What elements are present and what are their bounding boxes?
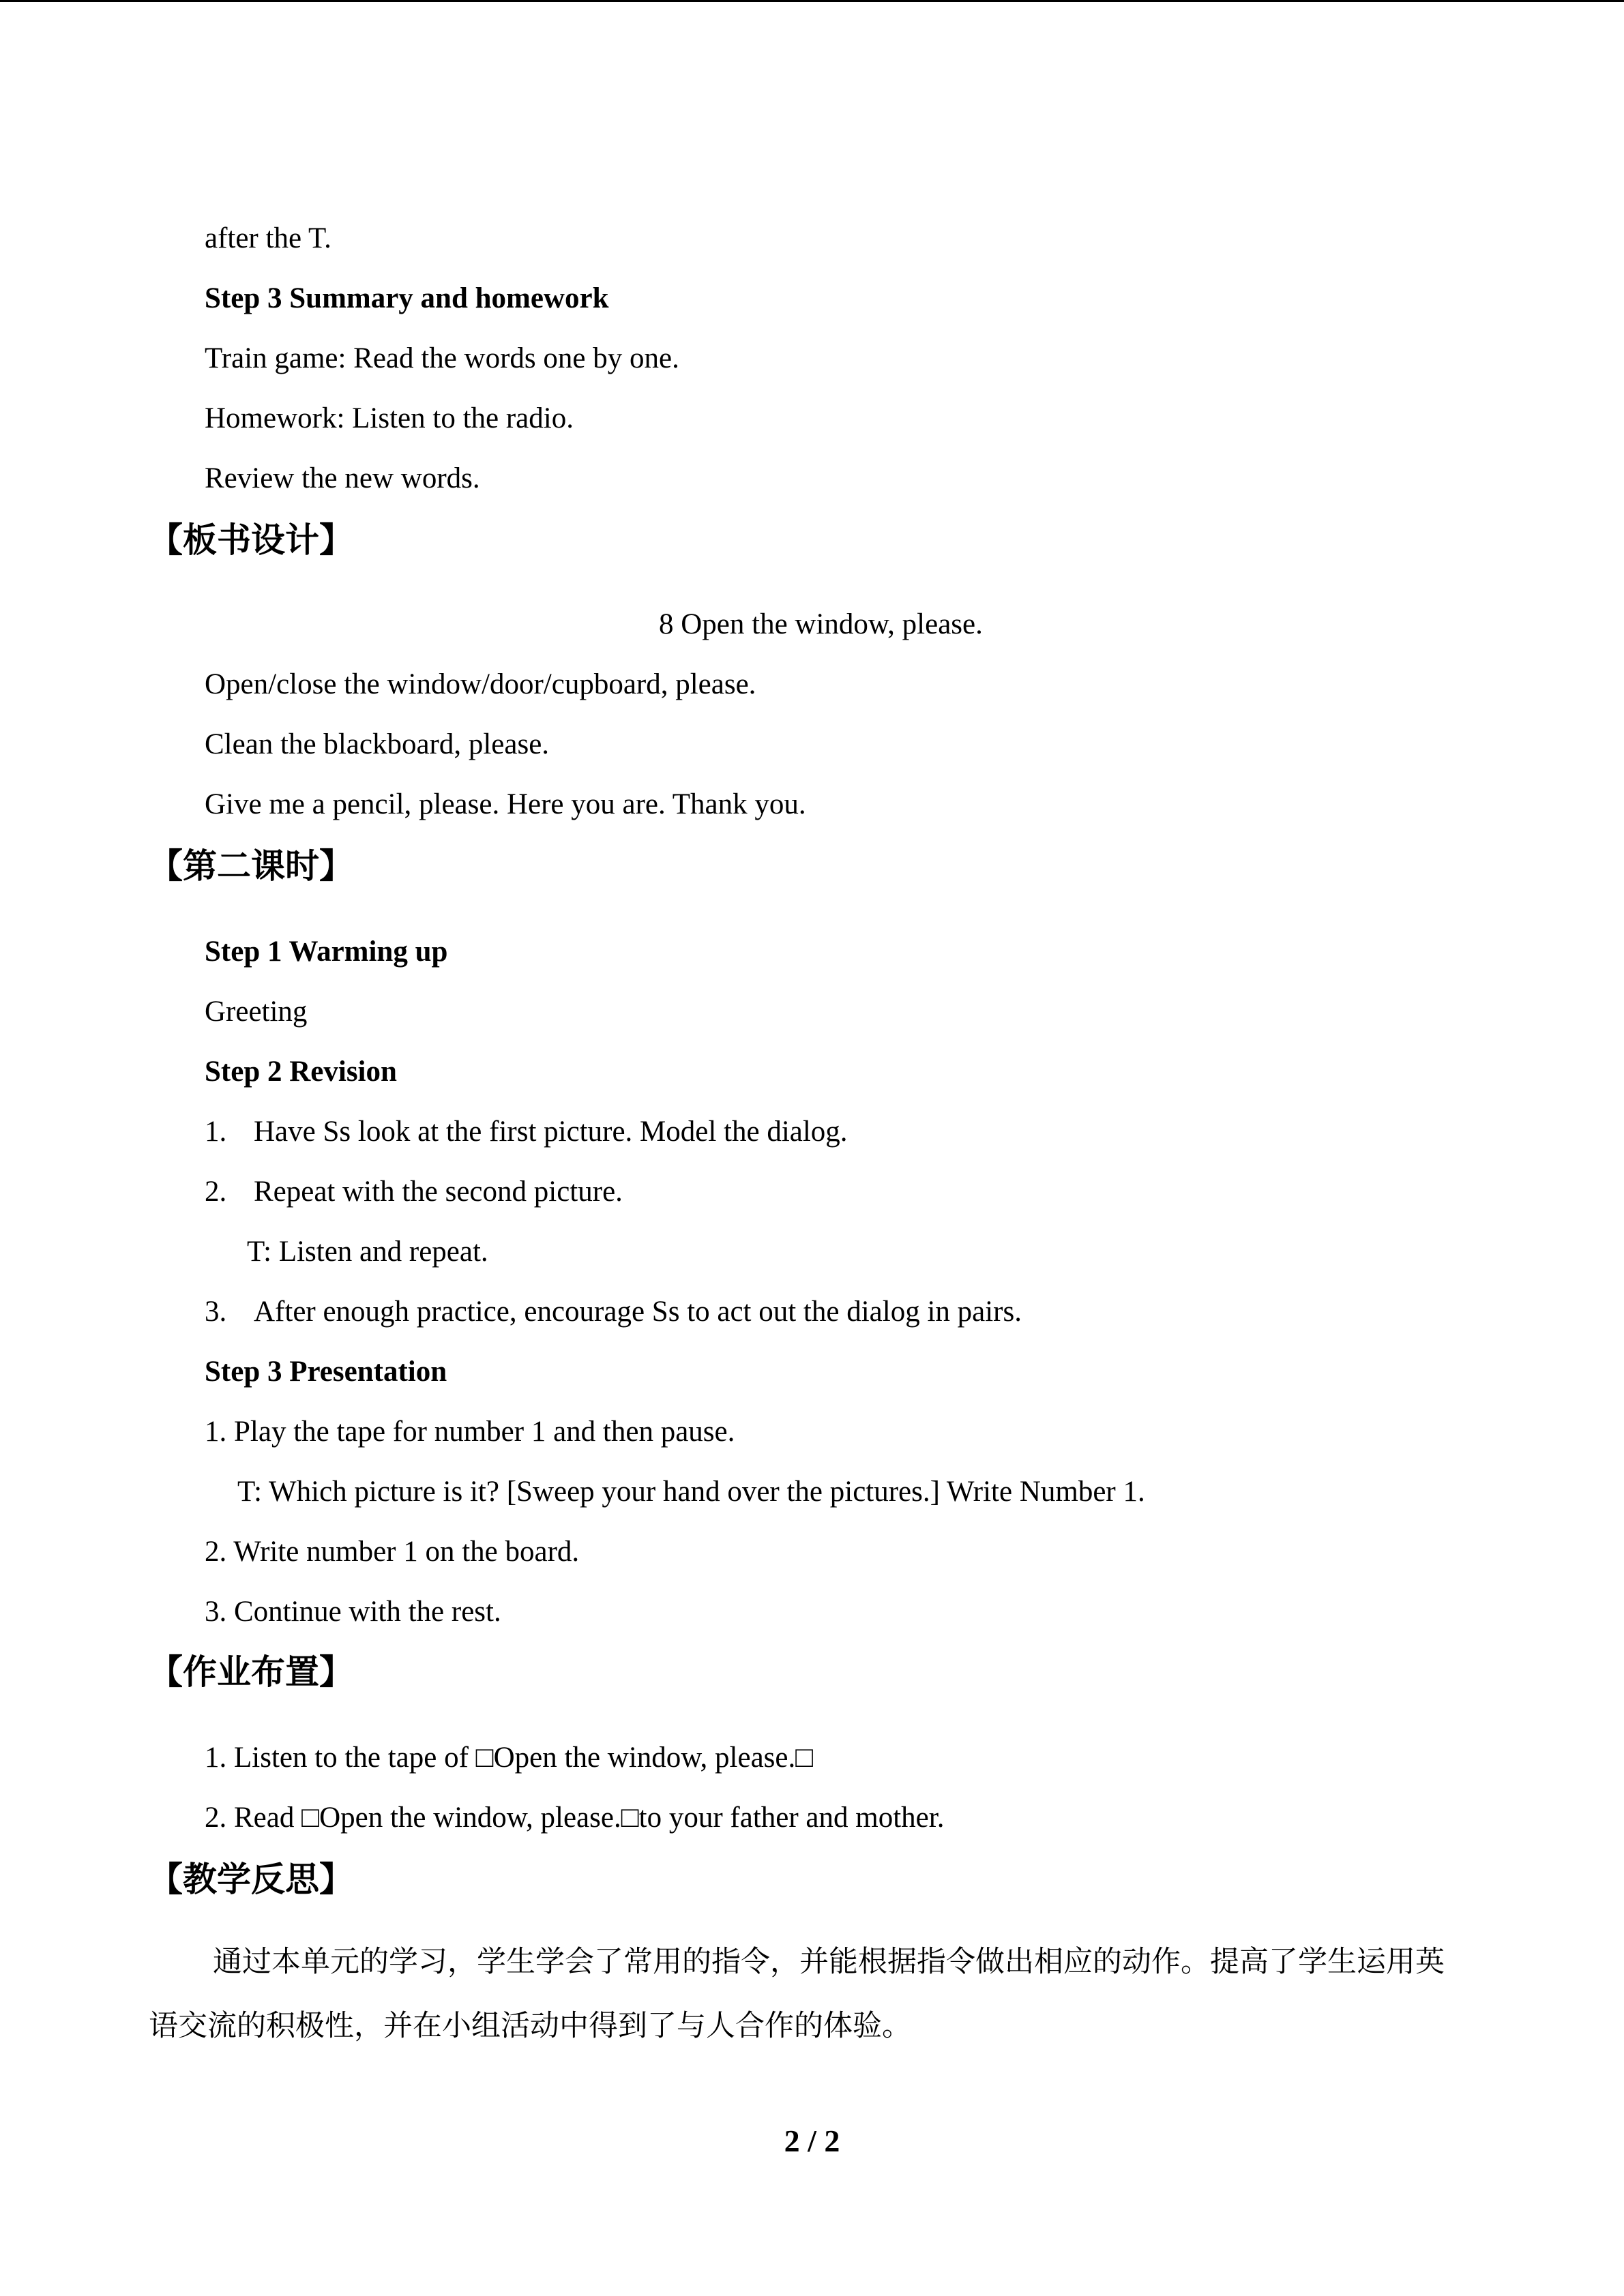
text-line-review: Review the new words. xyxy=(205,462,480,494)
step3-presentation-heading: Step 3 Presentation xyxy=(205,1356,447,1388)
board-title: 8 Open the window, please. xyxy=(659,608,983,640)
homework-item: 2. Read □Open the window, please.□to your father and mother. xyxy=(205,1802,945,1834)
board-line: Give me a pencil, please. Here you are. Thank you. xyxy=(205,788,806,820)
presentation-line: 1. Play the tape for number 1 and then pause. xyxy=(205,1416,735,1448)
step1-heading: Step 1 Warming up xyxy=(205,936,448,968)
revision-item xyxy=(205,1113,848,1151)
homework-item: 1. Listen to the tape of □Open the window, please.□ xyxy=(205,1742,814,1774)
text-line-greeting: Greeting xyxy=(205,996,308,1028)
section-heading-reflection: 【教学反思】 xyxy=(149,1860,353,1899)
step3-summary-heading: Step 3 Summary and homework xyxy=(205,282,609,314)
step2-heading: Step 2 Revision xyxy=(205,1056,397,1088)
revision-item-text: After enough practice, encourage Ss to act out the dialog in pairs. xyxy=(254,1296,1022,1328)
board-line: Clean the blackboard, please. xyxy=(205,728,550,760)
section-heading-second-lesson: 【第二课时】 xyxy=(149,846,353,886)
revision-item-number: 1. xyxy=(205,1116,227,1148)
presentation-line: 2. Write number 1 on the board. xyxy=(205,1536,580,1568)
revision-item-number: 2. xyxy=(205,1176,227,1208)
section-heading-homework: 【作业布置】 xyxy=(149,1652,353,1692)
page-top-border xyxy=(0,0,1624,2)
reflection-paragraph: 通过本单元的学习，学生学会了常用的指令，并能根据指令做出相应的动作。提高了学生运用英语交流的积极性，并在小组活动中得到了与人合作的体验。 xyxy=(149,1945,1445,2043)
revision-item xyxy=(205,1173,623,1211)
revision-item-number: 3. xyxy=(205,1296,227,1328)
section-heading-board-design: 【板书设计】 xyxy=(149,520,353,560)
text-line-train-game: Train game: Read the words one by one. xyxy=(205,342,679,374)
revision-item xyxy=(205,1293,1022,1331)
board-line: Open/close the window/door/cupboard, please. xyxy=(205,668,756,700)
text-line-homework: Homework: Listen to the radio. xyxy=(205,402,574,434)
presentation-line: T: Which picture is it? [Sweep your hand over the pictures.] Write Number 1. xyxy=(237,1476,1145,1508)
revision-sub-line: T: Listen and repeat. xyxy=(247,1236,488,1268)
page-number: 2 / 2 xyxy=(784,2123,840,2158)
revision-item-text: Have Ss look at the first picture. Model the dialog. xyxy=(254,1116,848,1148)
revision-item-text: Repeat with the second picture. xyxy=(254,1176,623,1208)
presentation-line: 3. Continue with the rest. xyxy=(205,1596,501,1628)
text-line-after-t: after the T. xyxy=(205,222,331,254)
